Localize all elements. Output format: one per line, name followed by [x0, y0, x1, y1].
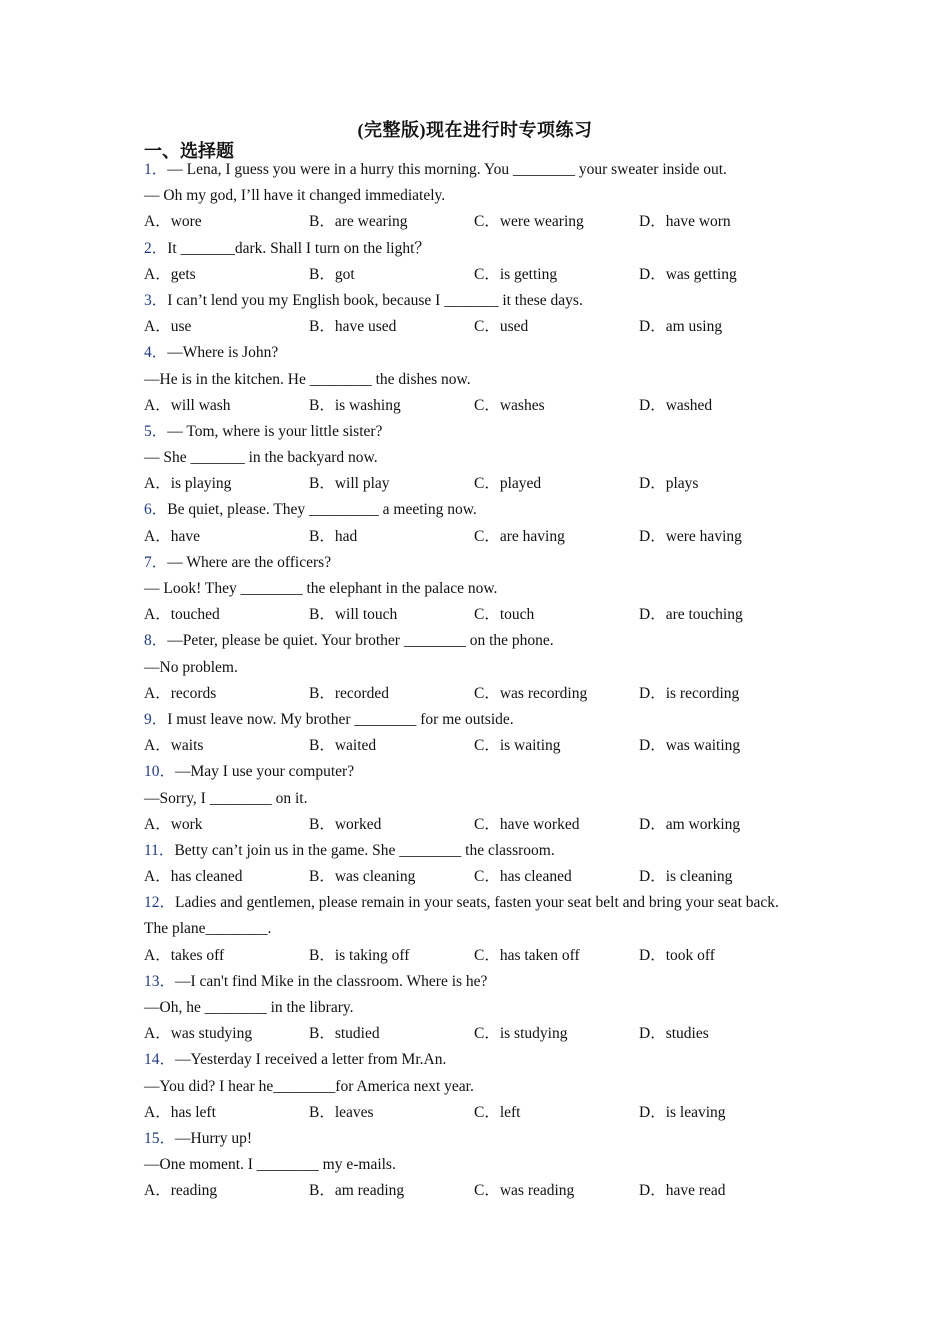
answer-options: [144, 262, 804, 288]
answer-option: D．is leaving: [639, 1103, 726, 1121]
question-text: —Sorry, I ________ on it.: [144, 789, 308, 807]
answer-options: [144, 209, 804, 235]
answer-option: C．played: [474, 475, 542, 493]
question-number: 14．: [144, 1051, 176, 1069]
question-text: —Yesterday I received a letter from Mr.An.: [175, 1051, 447, 1069]
question-text-line: [144, 367, 804, 393]
question-text: — Where are the officers?: [167, 553, 332, 571]
question-item: [144, 340, 804, 419]
answer-option: D．was waiting: [639, 737, 741, 755]
answer-option: A．have: [144, 527, 200, 545]
answer-options: [144, 1178, 804, 1204]
answer-option: D．have worn: [639, 213, 731, 231]
question-number: 12．: [144, 894, 176, 912]
answer-option: B．will play: [309, 475, 390, 493]
question-number: 7．: [144, 553, 168, 571]
question-text: —You did? I hear he________for America next year.: [144, 1077, 474, 1095]
answer-options: [144, 812, 804, 838]
answer-option: A．reading: [144, 1182, 218, 1200]
answer-option: C．has cleaned: [474, 868, 572, 886]
answer-options: [144, 602, 804, 628]
question-item: [144, 1047, 804, 1126]
question-number: 15．: [144, 1129, 176, 1147]
question-item: [144, 628, 804, 707]
answer-options: [144, 1100, 804, 1126]
question-text-line: [144, 1126, 804, 1152]
answer-option: C．used: [474, 318, 529, 336]
question-text: —Peter, please be quiet. Your brother ________ on the phone.: [167, 632, 554, 650]
answer-option: C．washes: [474, 396, 545, 414]
question-text: I must leave now. My brother ________ for me outside.: [167, 710, 514, 728]
question-text-line: [144, 576, 804, 602]
question-number: 4．: [144, 344, 168, 362]
question-number: 8．: [144, 632, 168, 650]
question-number: 6．: [144, 501, 168, 519]
answer-option: A．waits: [144, 737, 204, 755]
question-text: —Hurry up!: [175, 1129, 253, 1147]
question-text-line: [144, 628, 804, 654]
question-text: —No problem.: [144, 658, 238, 676]
answer-option: D．were having: [639, 527, 742, 545]
answer-option: D．are touching: [639, 606, 743, 624]
answer-option: B．worked: [309, 815, 382, 833]
question-text-line: [144, 183, 804, 209]
question-item: [144, 288, 804, 340]
question-number: 5．: [144, 422, 168, 440]
question-item: [144, 236, 804, 288]
question-text-line: [144, 969, 804, 995]
answer-option: D．plays: [639, 475, 699, 493]
answer-option: D．is recording: [639, 684, 740, 702]
answer-option: A．has left: [144, 1103, 216, 1121]
answer-option: A．work: [144, 815, 203, 833]
answer-option: C．was reading: [474, 1182, 575, 1200]
question-text: —He is in the kitchen. He ________ the dishes now.: [144, 370, 471, 388]
answer-option: B．recorded: [309, 684, 390, 702]
answer-option: B．had: [309, 527, 358, 545]
answer-option: C．are having: [474, 527, 565, 545]
answer-option: C．have worked: [474, 815, 580, 833]
question-text-line: [144, 236, 804, 262]
answer-options: [144, 471, 804, 497]
answer-option: A．wore: [144, 213, 202, 231]
answer-option: D．studies: [639, 1025, 709, 1043]
question-item: [144, 890, 804, 969]
answer-option: B．will touch: [309, 606, 398, 624]
question-number: 11．: [144, 841, 175, 859]
question-text-line: [144, 288, 804, 314]
answer-option: A．will wash: [144, 396, 231, 414]
section-heading: 一、选择题: [144, 141, 234, 161]
question-text-line: [144, 890, 804, 942]
answer-option: A．use: [144, 318, 192, 336]
question-text: — She _______ in the backyard now.: [144, 449, 378, 467]
question-text: — Lena, I guess you were in a hurry this morning. You ________ your sweater inside out.: [167, 161, 727, 178]
question-text-line: [144, 157, 804, 183]
question-text-line: [144, 759, 804, 785]
answer-option: C．is studying: [474, 1025, 568, 1043]
question-text: —One moment. I ________ my e-mails.: [144, 1156, 396, 1174]
answer-option: A．has cleaned: [144, 868, 243, 886]
answer-options: [144, 393, 804, 419]
answer-option: B．got: [309, 265, 355, 283]
question-text-line: [144, 340, 804, 366]
answer-option: C．touch: [474, 606, 535, 624]
answer-options: [144, 524, 804, 550]
document-title: (完整版)现在进行时专项练习: [357, 120, 593, 140]
question-item: [144, 419, 804, 498]
question-text: —Oh, he ________ in the library.: [144, 999, 354, 1017]
question-item: [144, 707, 804, 759]
question-text: —Where is John?: [167, 344, 279, 362]
answer-option: B．leaves: [309, 1103, 374, 1121]
answer-option: A．touched: [144, 606, 220, 624]
question-text-line: [144, 445, 804, 471]
question-text: — Oh my god, I’ll have it changed immediately.: [144, 187, 446, 205]
question-item: [144, 1126, 804, 1205]
question-text-line: [144, 550, 804, 576]
answer-option: C．is getting: [474, 265, 558, 283]
question-item: [144, 838, 804, 890]
answer-option: B．waited: [309, 737, 377, 755]
question-text: — Look! They ________ the elephant in the palace now.: [144, 580, 498, 598]
answer-option: D．am working: [639, 815, 741, 833]
question-text-line: [144, 655, 804, 681]
answer-options: [144, 864, 804, 890]
question-item: [144, 550, 804, 629]
question-text-line: [144, 786, 804, 812]
question-text: Be quiet, please. They _________ a meeting now.: [167, 501, 477, 519]
answer-options: [144, 314, 804, 340]
answer-options: [144, 943, 804, 969]
question-text-line: [144, 707, 804, 733]
answer-option: D．washed: [639, 396, 713, 414]
question-text: I can’t lend you my English book, because I _______ it these days.: [167, 291, 583, 309]
question-item: [144, 969, 804, 1048]
question-item: [144, 497, 804, 549]
question-text: —I can't find Mike in the classroom. Where is he?: [175, 972, 488, 990]
question-text-line: [144, 1047, 804, 1073]
question-number: 9．: [144, 710, 168, 728]
question-text-line: [144, 497, 804, 523]
answer-option: B．are wearing: [309, 213, 408, 231]
question-number: 13．: [144, 972, 176, 990]
question-text-line: [144, 1074, 804, 1100]
answer-options: [144, 681, 804, 707]
answer-option: C．is waiting: [474, 737, 561, 755]
answer-option: C．left: [474, 1103, 521, 1121]
answer-option: A．is playing: [144, 475, 232, 493]
question-text-line: [144, 838, 804, 864]
question-item: [144, 157, 804, 236]
question-text: — Tom, where is your little sister?: [167, 422, 383, 440]
answer-option: D．is cleaning: [639, 868, 733, 886]
question-text: It _______dark. Shall I turn on the light？: [167, 239, 430, 257]
answer-options: [144, 733, 804, 759]
answer-option: D．was getting: [639, 265, 737, 283]
question-text: —May I use your computer?: [175, 763, 355, 781]
answer-option: D．took off: [639, 946, 715, 964]
answer-option: B．studied: [309, 1025, 380, 1043]
answer-option: C．were wearing: [474, 213, 584, 231]
answer-option: A．gets: [144, 265, 196, 283]
question-text-line: [144, 1152, 804, 1178]
question-item: [144, 759, 804, 838]
answer-option: B．is taking off: [309, 946, 410, 964]
answer-option: B．was cleaning: [309, 868, 416, 886]
question-text: Betty can’t join us in the game. She ________ the classroom.: [174, 841, 555, 859]
answer-option: D．am using: [639, 318, 723, 336]
question-list: [144, 157, 804, 1205]
question-number: 1．: [144, 161, 168, 178]
answer-option: B．is washing: [309, 396, 401, 414]
question-text-line: [144, 995, 804, 1021]
question-text: Ladies and gentlemen, please remain in your seats, fasten your seat belt and bring your seat back. The plane________.: [144, 894, 779, 938]
answer-option: A．was studying: [144, 1025, 253, 1043]
answer-option: A．records: [144, 684, 217, 702]
answer-options: [144, 1021, 804, 1047]
question-text-line: [144, 419, 804, 445]
answer-option: C．was recording: [474, 684, 588, 702]
answer-option: B．am reading: [309, 1182, 405, 1200]
question-number: 3．: [144, 291, 168, 309]
answer-option: D．have read: [639, 1182, 726, 1200]
answer-option: C．has taken off: [474, 946, 580, 964]
answer-option: B．have used: [309, 318, 397, 336]
question-number: 10．: [144, 763, 176, 781]
question-number: 2．: [144, 239, 168, 257]
answer-option: A．takes off: [144, 946, 225, 964]
